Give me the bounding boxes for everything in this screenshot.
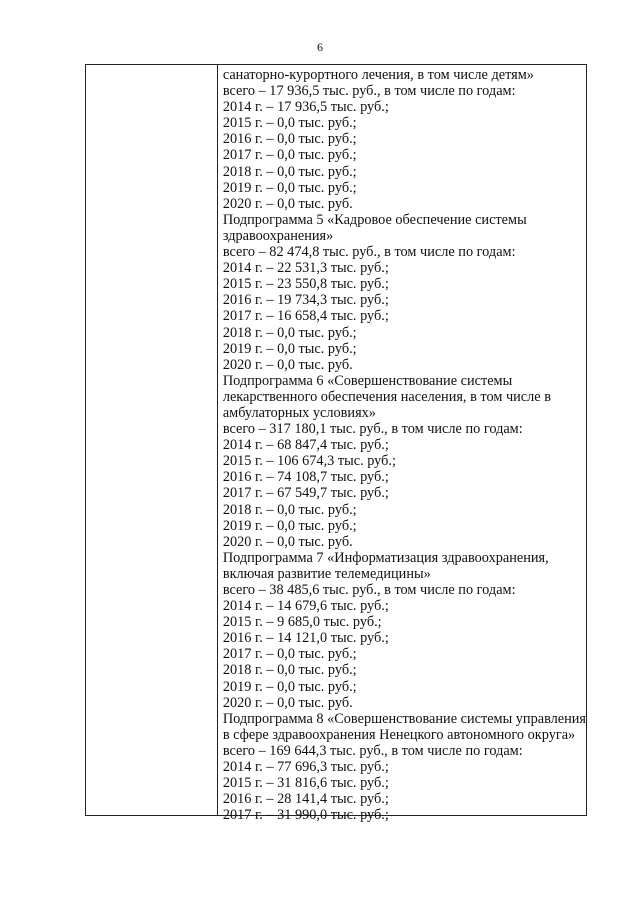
text-line: 2019 г. – 0,0 тыс. руб.; [222, 678, 357, 695]
text-line: 2019 г. – 0,0 тыс. руб.; [222, 517, 357, 534]
text-line: Подпрограмма 6 «Совершенствование системы [222, 372, 513, 389]
text-line: Подпрограмма 7 «Информатизация здравоохранения, [222, 549, 549, 566]
text-line: 2020 г. – 0,0 тыс. руб. [222, 694, 353, 711]
text-line: 2014 г. – 77 696,3 тыс. руб.; [222, 759, 389, 776]
text-line: всего – 317 180,1 тыс. руб., в том числе по годам: [222, 421, 523, 438]
text-line: 2016 г. – 74 108,7 тыс. руб.; [222, 469, 389, 486]
text-line: Подпрограмма 8 «Совершенствование системы управления [222, 710, 586, 727]
text-line: 2018 г. – 0,0 тыс. руб.; [222, 324, 357, 341]
table-left-cell [86, 65, 218, 815]
page-number: 6 [317, 40, 323, 54]
text-line: 2016 г. – 28 141,4 тыс. руб.; [222, 791, 389, 808]
text-line: всего – 17 936,5 тыс. руб., в том числе по годам: [222, 83, 516, 100]
text-line: 2018 г. – 0,0 тыс. руб.; [222, 501, 357, 518]
text-line: 2014 г. – 17 936,5 тыс. руб.; [222, 99, 389, 116]
text-line: 2017 г. – 31 990,0 тыс. руб.; [222, 807, 389, 824]
text-line: включая развитие телемедицины» [222, 565, 431, 582]
text-line: 2015 г. – 31 816,6 тыс. руб.; [222, 775, 389, 792]
text-line: 2020 г. – 0,0 тыс. руб. [222, 356, 353, 373]
text-line: 2016 г. – 14 121,0 тыс. руб.; [222, 630, 389, 647]
text-line: 2017 г. – 67 549,7 тыс. руб.; [222, 485, 389, 502]
text-line: 2014 г. – 68 847,4 тыс. руб.; [222, 437, 389, 454]
text-line: всего – 169 644,3 тыс. руб., в том числе по годам: [222, 742, 523, 759]
text-line: здравоохранения» [222, 227, 334, 244]
text-line: 2015 г. – 0,0 тыс. руб.; [222, 115, 357, 132]
text-line: 2017 г. – 16 658,4 тыс. руб.; [222, 308, 389, 325]
text-line: амбулаторных условиях» [222, 404, 376, 421]
text-line: лекарственного обеспечения населения, в том числе в [222, 388, 551, 405]
text-line: 2015 г. – 9 685,0 тыс. руб.; [222, 614, 382, 631]
text-line: Подпрограмма 5 «Кадровое обеспечение системы [222, 211, 527, 228]
text-line: 2017 г. – 0,0 тыс. руб.; [222, 646, 357, 663]
text-line: 2015 г. – 23 550,8 тыс. руб.; [222, 276, 389, 293]
text-line: санаторно-курортного лечения, в том числе детям» [222, 67, 534, 83]
table-right-cell [218, 65, 586, 824]
text-line: всего – 82 474,8 тыс. руб., в том числе по годам: [222, 244, 516, 261]
text-line: 2018 г. – 0,0 тыс. руб.; [222, 662, 357, 679]
text-line: 2017 г. – 0,0 тыс. руб.; [222, 147, 357, 164]
text-line: 2019 г. – 0,0 тыс. руб.; [222, 340, 357, 357]
text-line: 2016 г. – 19 734,3 тыс. руб.; [222, 292, 389, 309]
funding-table [85, 64, 587, 824]
text-line: 2016 г. – 0,0 тыс. руб.; [222, 131, 357, 148]
text-line: в сфере здравоохранения Ненецкого автономного округа» [222, 726, 576, 743]
text-line: 2019 г. – 0,0 тыс. руб.; [222, 179, 357, 196]
text-line: 2014 г. – 14 679,6 тыс. руб.; [222, 598, 389, 615]
text-line: 2014 г. – 22 531,3 тыс. руб.; [222, 260, 389, 277]
text-line: 2020 г. – 0,0 тыс. руб. [222, 195, 353, 212]
text-line: 2015 г. – 106 674,3 тыс. руб.; [222, 453, 396, 470]
text-line: всего – 38 485,6 тыс. руб., в том числе по годам: [222, 582, 516, 598]
text-line: 2018 г. – 0,0 тыс. руб.; [222, 163, 357, 180]
text-line: 2020 г. – 0,0 тыс. руб. [222, 533, 353, 550]
